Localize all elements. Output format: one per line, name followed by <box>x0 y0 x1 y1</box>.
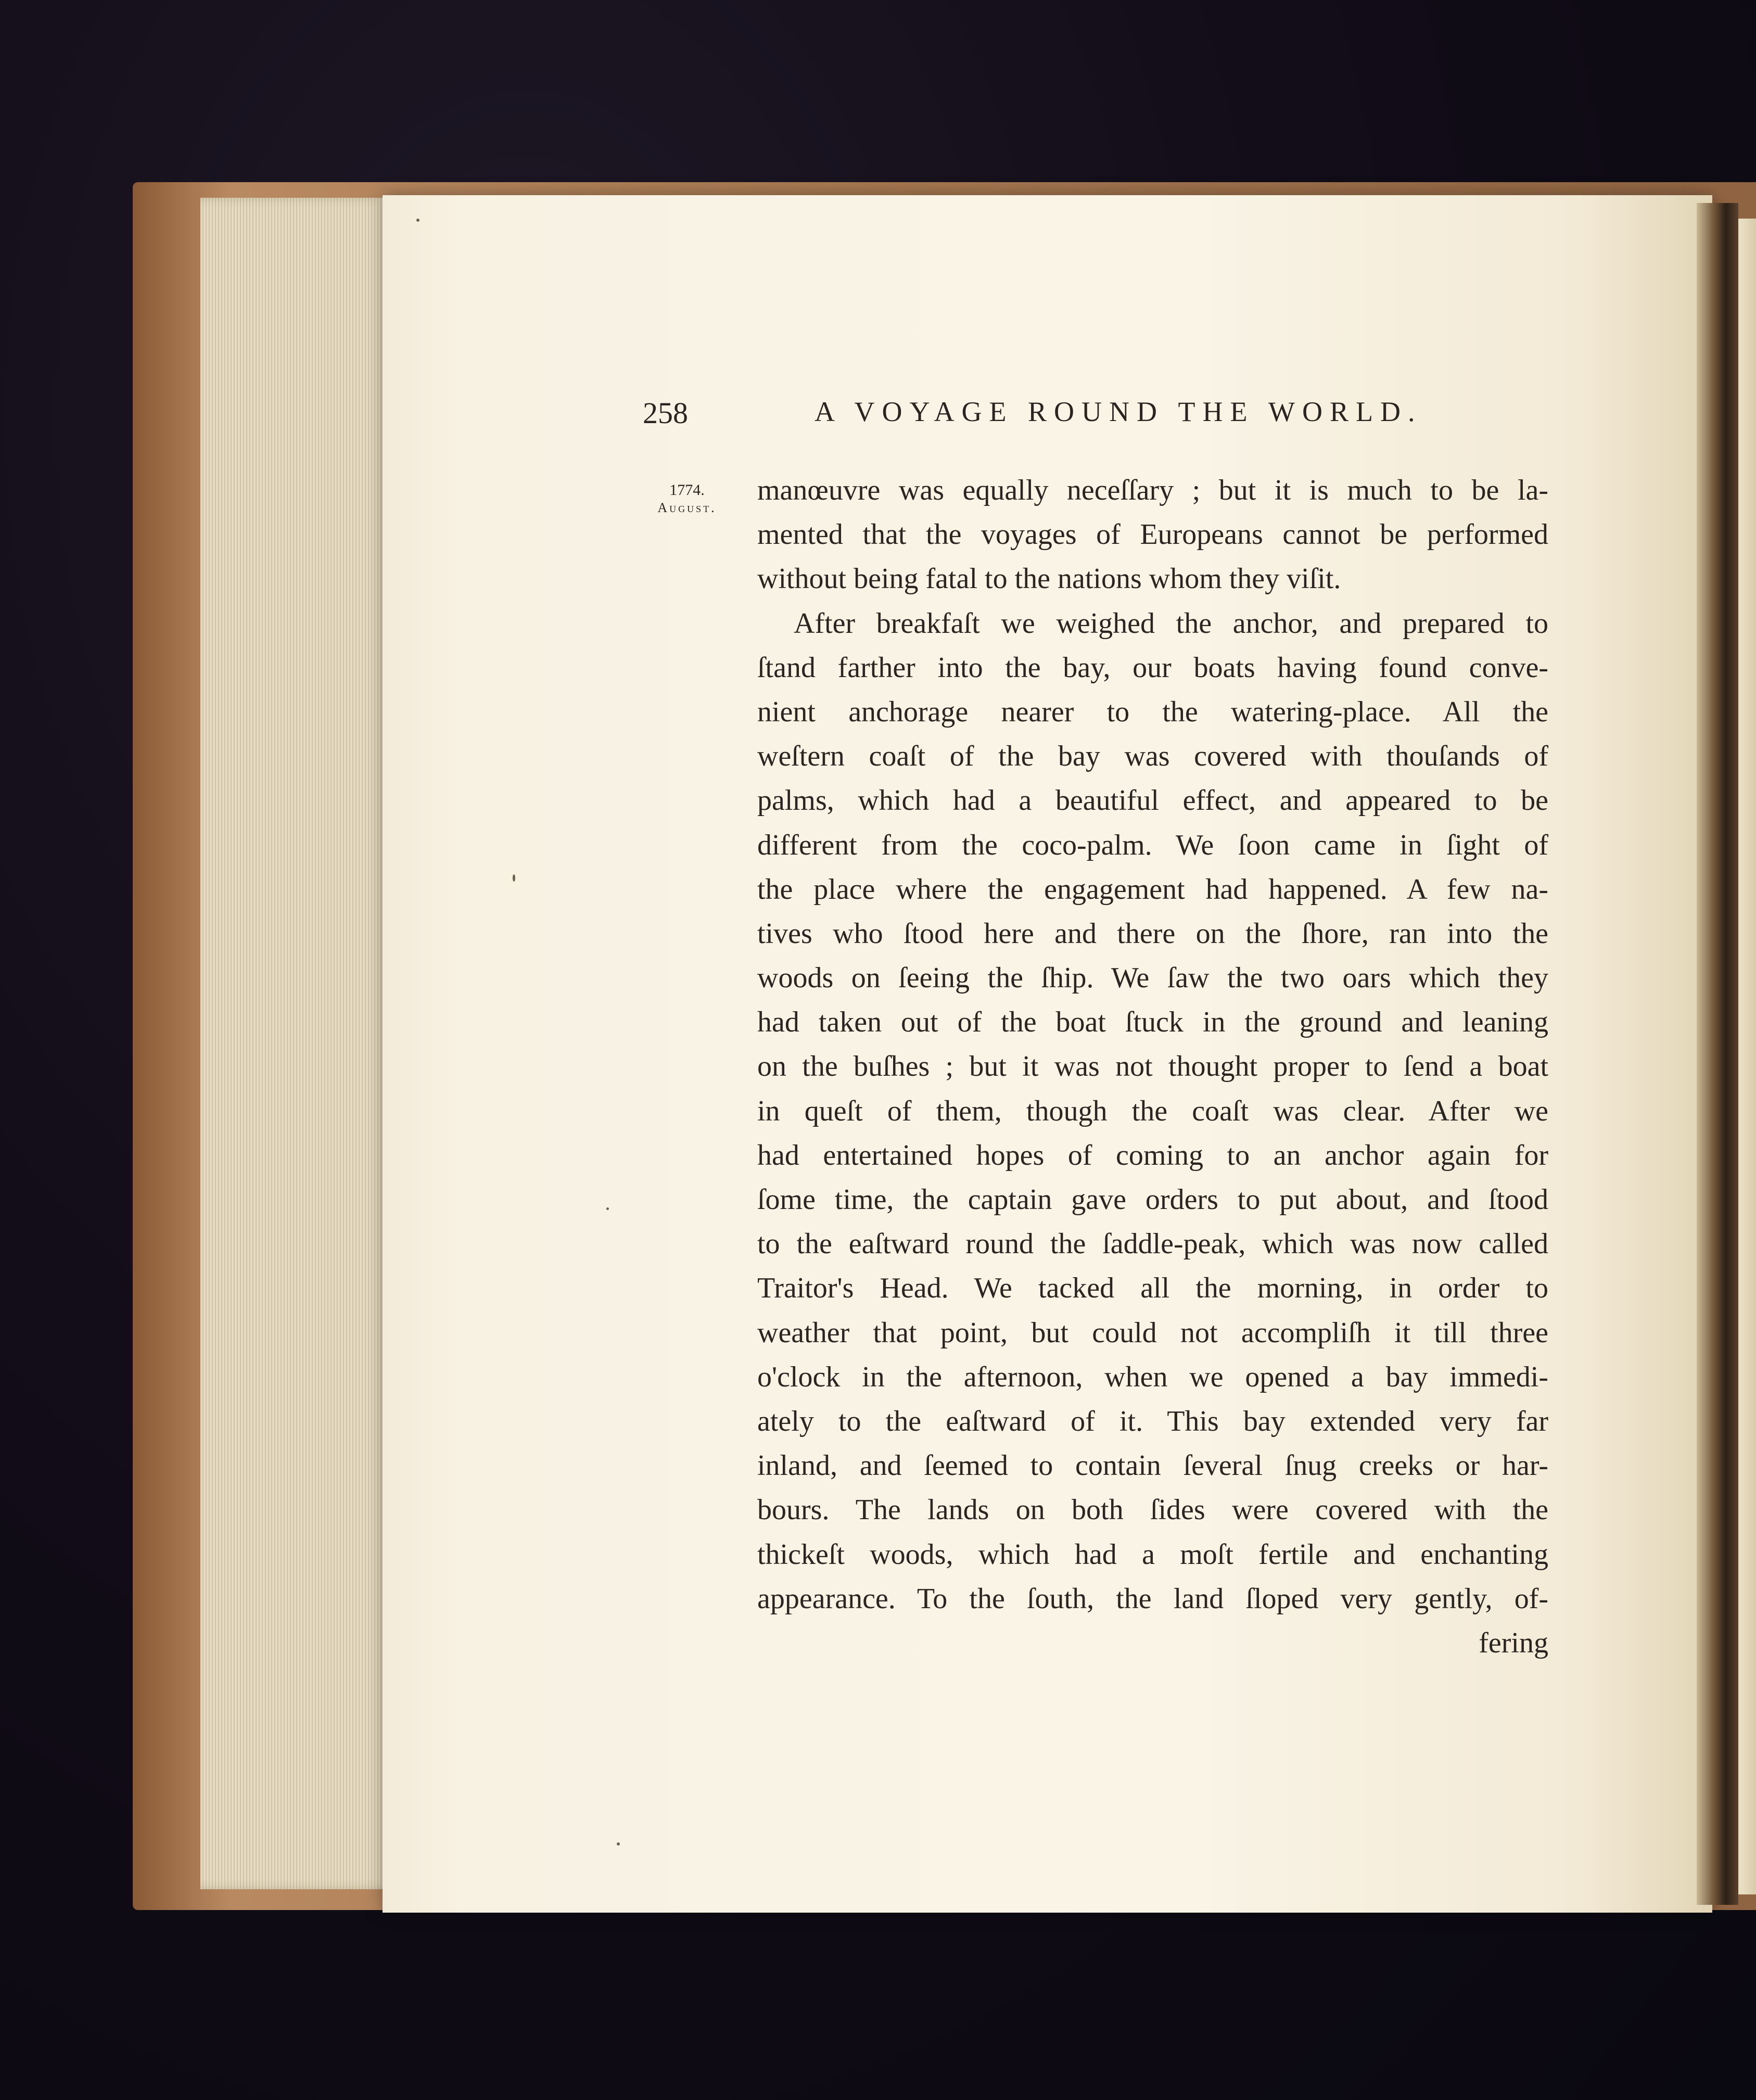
text-line: appearance. To the ſouth, the land ſloped very gently, of- <box>757 1582 1548 1615</box>
catchword: fering <box>1479 1626 1548 1659</box>
margin-month: August. <box>657 500 717 515</box>
text-line: bours. The lands on both ſides were covered with the <box>757 1494 1548 1526</box>
text-line: ſtand farther into the bay, our boats having found conve- <box>757 651 1548 684</box>
text-line: After breakfaſt we weighed the anchor, and prepared to <box>794 607 1548 640</box>
margin-note <box>643 481 731 517</box>
page-header <box>643 396 1548 442</box>
text-line: ſome time, the captain gave orders to put about, and ſtood <box>757 1183 1548 1216</box>
text-line: had taken out of the boat ſtuck in the ground and leaning <box>757 1006 1548 1039</box>
book-gutter <box>1697 203 1738 1905</box>
text-line: inland, and ſeemed to contain ſeveral ſnug creeks or har- <box>757 1449 1548 1482</box>
text-line: the place where the engagement had happened. A few na- <box>757 873 1548 906</box>
running-head: A VOYAGE ROUND THE WORLD. <box>815 396 1422 427</box>
text-line: different from the coco-palm. We ſoon came in ſight of <box>757 829 1548 861</box>
text-line: tives who ſtood here and there on the ſhore, ran into the <box>757 917 1548 950</box>
text-line: in queſt of them, though the coaſt was clear. After we <box>757 1094 1548 1127</box>
page-number: 258 <box>643 396 688 430</box>
margin-year: 1774. <box>669 481 705 499</box>
text-line: weſtern coaſt of the bay was covered with thouſands of <box>757 740 1548 773</box>
text-line: Traitor's Head. We tacked all the morning, in order to <box>757 1272 1548 1305</box>
text-line: manœuvre was equally neceſſary ; but it is much to be la- <box>757 474 1548 506</box>
text-line: mented that the voyages of Europeans cannot be performed <box>757 518 1548 551</box>
text-line: weather that point, but could not accompliſh it till three <box>757 1316 1548 1349</box>
text-line: ately to the eaſtward of it. This bay extended very far <box>757 1405 1548 1437</box>
text-line: thickeſt woods, which had a moſt fertile and enchanting <box>757 1538 1548 1571</box>
text-line: woods on ſeeing the ſhip. We ſaw the two oars which they <box>757 962 1548 995</box>
body-text <box>757 468 1548 1665</box>
text-line: nient anchorage nearer to the watering-place. All the <box>757 695 1548 728</box>
text-line: without being fatal to the nations whom they viſit. <box>757 563 1341 595</box>
page-edges <box>200 198 393 1889</box>
text-line: on the buſhes ; but it was not thought proper to ſend a boat <box>757 1050 1548 1083</box>
text-line: o'clock in the afternoon, when we opened a bay immedi- <box>757 1360 1548 1393</box>
text-line: palms, which had a beautiful effect, and appeared to be <box>757 784 1548 817</box>
text-line: had entertained hopes of coming to an anchor again for <box>757 1139 1548 1172</box>
text-line: to the eaſtward round the ſaddle-peak, which was now called <box>757 1228 1548 1261</box>
